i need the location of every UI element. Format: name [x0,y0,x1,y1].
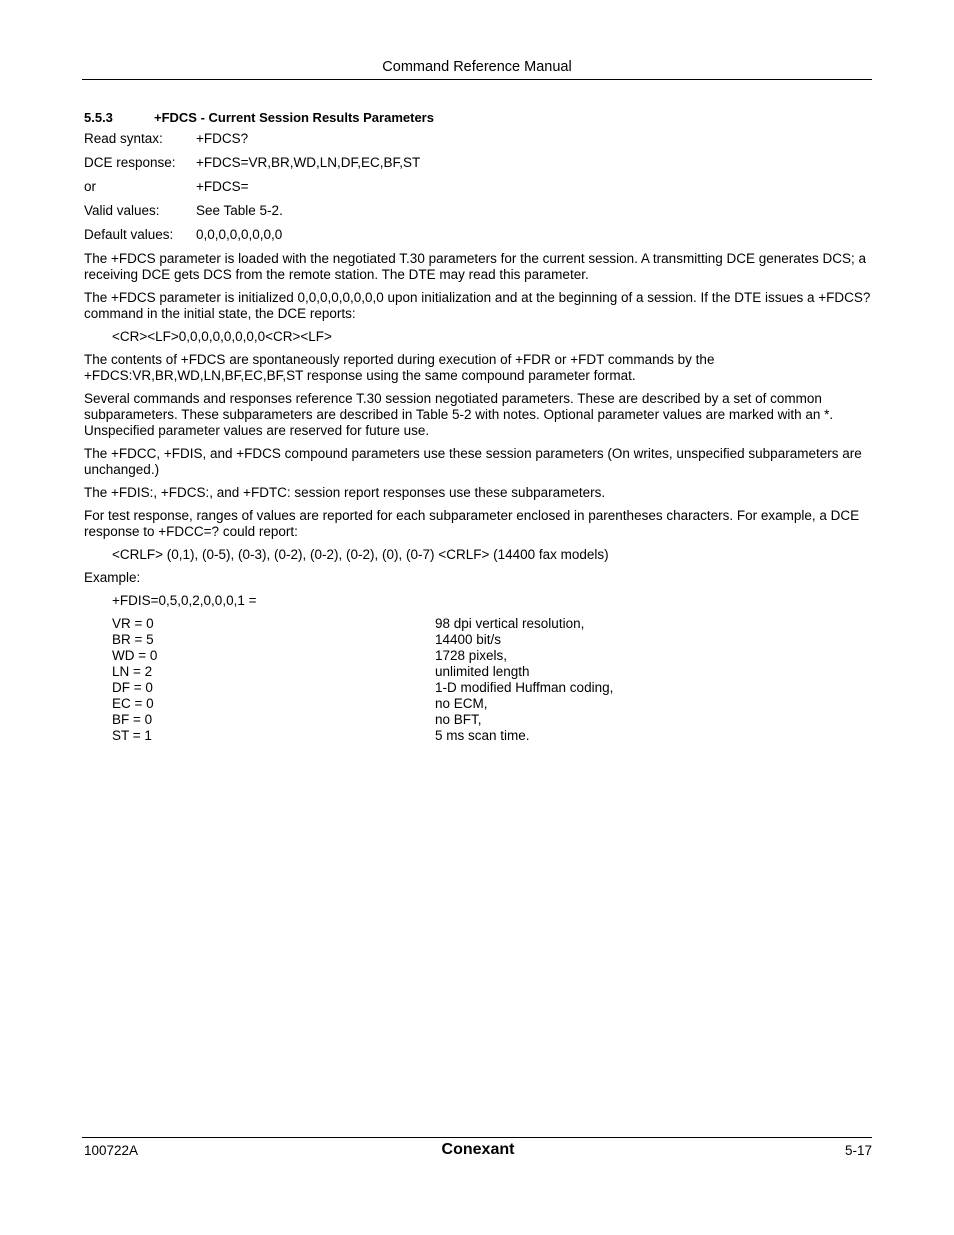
paragraph: The +FDCS parameter is loaded with the negotiated T.30 parameters for the current session. A transmitting DCE generates DCS; a receiving DCE gets DCS from the remote station. The DTE may read this parameter. [84,251,867,282]
syntax-row: or +FDCS= [84,179,249,194]
example-param-list [84,616,872,744]
page-footer [84,1141,872,1161]
brand-name: Conexant [441,1141,515,1158]
list-item: DF = 0 1-D modified Huffman coding, [112,680,614,695]
page-content [84,110,872,744]
list-item: ST = 1 5 ms scan time. [112,728,530,743]
list-item: VR = 0 98 dpi vertical resolution, [112,616,585,631]
page-number: 5-17 [844,1143,872,1158]
syntax-row: Valid values: See Table 5-2. [84,203,283,218]
example-command: +FDIS=0,5,0,2,0,0,0,1 = [112,593,257,608]
paragraph: The +FDCS parameter is initialized 0,0,0,0,0,0,0,0 upon initialization and at the beginning of a session. If the DTE issues a +FDCS? command in the initial state, the DCE reports: [84,290,871,321]
paragraph: Several commands and responses reference T.30 session negotiated parameters. These are described by a set of common subparameters. These subparameters are described in Table 5-2 with notes. Optional parameter values are marked with an *. Unspecified parameter values are reserved for future use. [84,391,834,438]
example-label: Example: [84,570,141,585]
list-item: EC = 0 no ECM, [112,696,488,711]
list-item: BR = 5 14400 bit/s [112,632,502,647]
footer-rule [82,1137,872,1138]
paragraph: The contents of +FDCS are spontaneously reported during execution of +FDR or +FDT commands by the +FDCS:VR,BR,WD,LN,BF,EC,BF,ST response using the same compound parameter format. [84,352,715,383]
header-rule [82,79,872,80]
section-title: +FDCS - Current Session Results Parameters [154,110,434,125]
paragraph: For test response, ranges of values are reported for each subparameter enclosed in parentheses characters. For example, a DCE response to +FDCC=? could report: [84,508,860,539]
running-header: Command Reference Manual [382,59,572,75]
syntax-row: Default values: 0,0,0,0,0,0,0,0 [84,227,283,242]
code-line: <CRLF> (0,1), (0-5), (0-3), (0-2), (0-2), (0-2), (0), (0-7) <CRLF> (14400 fax models) [112,547,609,562]
list-item: WD = 0 1728 pixels, [112,648,508,663]
paragraph: The +FDIS:, +FDCS:, and +FDTC: session report responses use these subparameters. [84,485,606,500]
section-heading [84,110,872,125]
paragraph: The +FDCC, +FDIS, and +FDCS compound parameters use these session parameters (On writes, unspecified subparameters are unchanged.) [84,446,862,477]
section-number: 5.5.3 [84,110,113,125]
list-item: BF = 0 no BFT, [112,712,482,727]
code-line: <CR><LF>0,0,0,0,0,0,0,0<CR><LF> [112,329,332,344]
doc-number: 100722A [84,1143,139,1158]
syntax-row: DCE response: +FDCS=VR,BR,WD,LN,DF,EC,BF,ST [84,155,421,170]
list-item: LN = 2 unlimited length [112,664,530,679]
syntax-row: Read syntax: +FDCS? [84,131,249,146]
